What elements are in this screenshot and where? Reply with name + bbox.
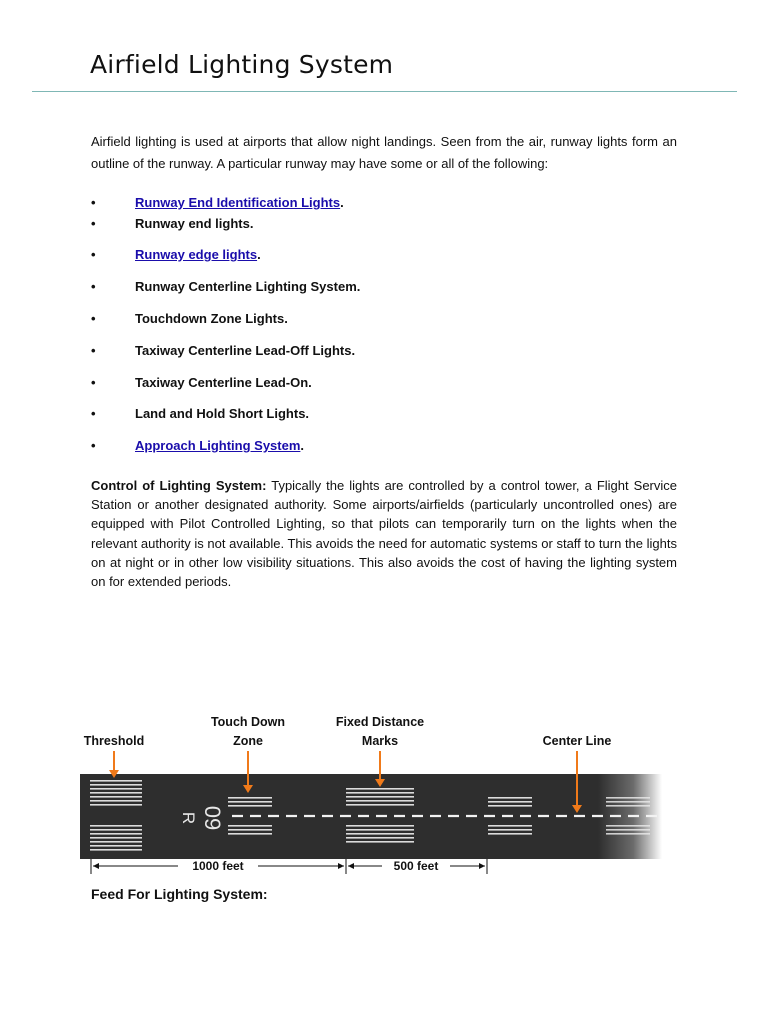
bullet-text: [135, 195, 344, 210]
control-heading: Control of Lighting System:: [91, 478, 267, 493]
page-title: Airfield Lighting System: [90, 50, 394, 79]
title-divider: [32, 91, 737, 92]
fixed-distance-label-line2: Marks: [361, 734, 399, 748]
dimension-500-label: 500 feet: [393, 859, 439, 873]
dimension-1000-label: 1000 feet: [192, 859, 244, 873]
bullet-suffix: .: [300, 438, 305, 453]
bullet-text: [135, 438, 304, 453]
runway-number: 09: [200, 805, 225, 831]
bullet-link[interactable]: Runway End Identification Lights: [135, 195, 341, 210]
bullet-dot: •: [91, 438, 96, 453]
bullet-dot: •: [91, 216, 96, 231]
fixed-distance-label-line1: Fixed Distance: [335, 715, 425, 729]
bullet-dot: •: [91, 343, 96, 358]
touchdown-label-line1: Touch Down: [210, 715, 286, 729]
intro-paragraph: Airfield lighting is used at airports that allow night landings. Seen from the air, runway lights form an outline of the runway. A particular runway may have some or all of the following:: [91, 134, 677, 171]
bullet-text: Taxiway Centerline Lead-On.: [135, 375, 312, 390]
center-line-label: Center Line: [542, 734, 612, 748]
bullet-suffix: .: [257, 247, 261, 262]
bullet-dot: •: [91, 406, 96, 421]
bullet-link[interactable]: Approach Lighting System: [135, 438, 301, 453]
bullet-dot: •: [91, 195, 96, 210]
bullet-text: Touchdown Zone Lights.: [135, 311, 288, 326]
bullet-dot: •: [91, 247, 96, 262]
control-paragraph: [91, 476, 677, 591]
bullet-dot: •: [91, 279, 96, 294]
runway-diagram-svg: [0, 700, 768, 880]
bullet-suffix: .: [340, 195, 344, 210]
bullet-text: [135, 247, 261, 262]
bullet-link[interactable]: Runway edge lights: [135, 247, 258, 262]
threshold-label: Threshold: [83, 734, 145, 748]
runway-diagram: [0, 700, 768, 880]
feed-heading: Feed For Lighting System:: [91, 886, 268, 902]
touchdown-label-line2: Zone: [233, 734, 263, 748]
bullet-text: Runway end lights.: [135, 216, 254, 231]
bullet-dot: •: [91, 311, 96, 326]
runway-letter: R: [179, 811, 198, 825]
control-body: Typically the lights are controlled by a control tower, a Flight Service Station or another designated authority. Some airports/airfields (particularly uncontrolled ones) are equipped with Pilot Controlled Lighting, so that pilots can temporarily turn on the lights when the relevant authority is not available. This avoids the need for automatic systems or staff to turn the lights on at night or in other low visibility situations. This also avoids the cost of having the lighting system on for extended periods.: [91, 478, 678, 590]
bullet-text: Land and Hold Short Lights.: [135, 406, 310, 421]
bullet-text: Runway Centerline Lighting System.: [135, 279, 361, 294]
bullet-dot: •: [91, 375, 96, 390]
bullet-text: Taxiway Centerline Lead-Off Lights.: [135, 343, 356, 358]
